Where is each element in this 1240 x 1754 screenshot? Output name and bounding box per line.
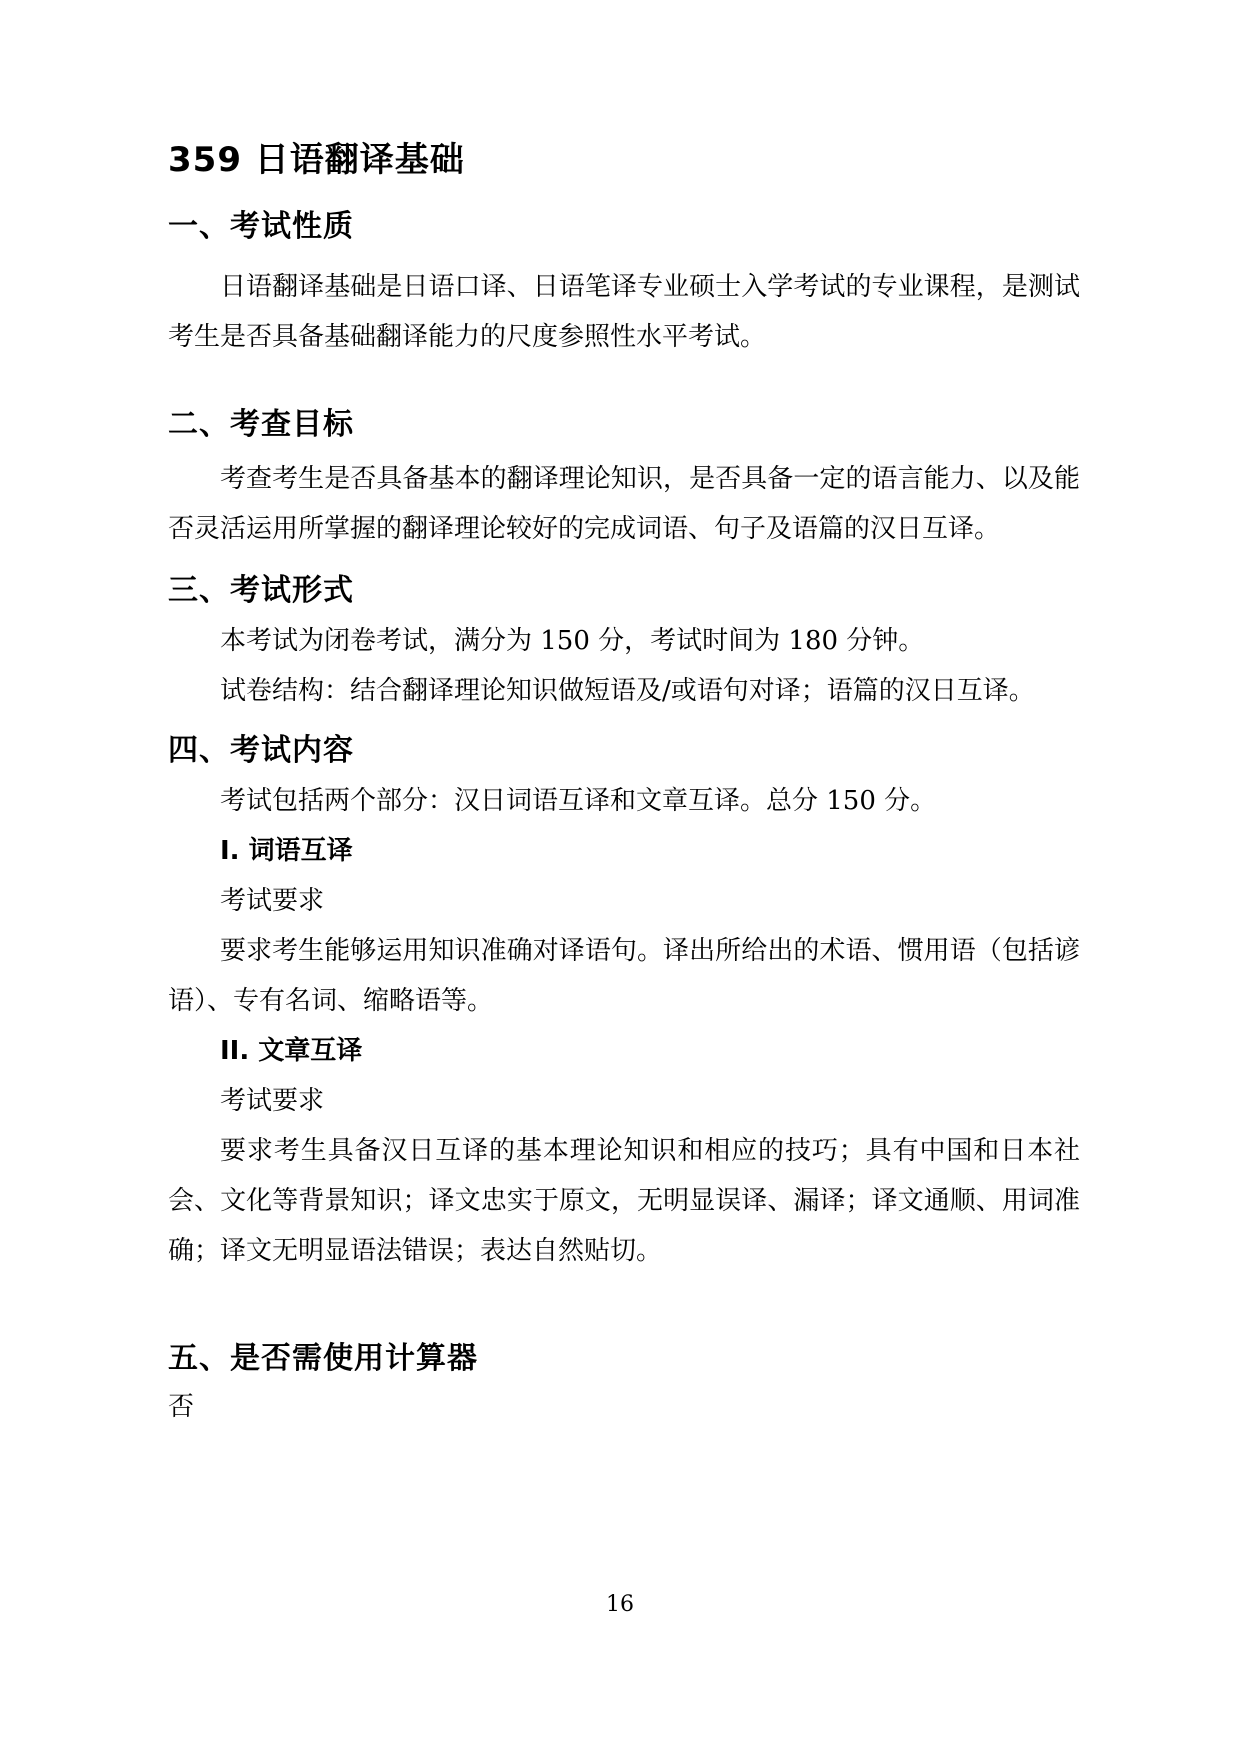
section-heading-assessment-goals: 二、考查目标 [168, 407, 354, 442]
section-heading-exam-format: 三、考试形式 [168, 573, 354, 608]
requirement-label-word-translation: 考试要求 [220, 886, 325, 916]
document-title: 359 日语翻译基础 [168, 140, 465, 180]
page-number: 16 [606, 1592, 634, 1617]
document-content [168, 0, 1080, 1432]
subsection-heading-word-translation: I. 词语互译 [220, 836, 353, 866]
subsection-heading-passage-translation: II. 文章互译 [220, 1036, 363, 1066]
section-heading-calculator: 五、是否需使用计算器 [168, 1341, 478, 1376]
paragraph-word-translation: 要求考生能够运用知识准确对译语句。译出所给出的术语、惯用语（包括谚语）、专有名词、缩略语等。 [168, 936, 1080, 1016]
paragraph-exam-format-line2: 试卷结构：结合翻译理论知识做短语及/或语句对译；语篇的汉日互译。 [220, 676, 1035, 706]
section-heading-exam-content: 四、考试内容 [168, 733, 354, 768]
section-heading-exam-nature: 一、考试性质 [168, 209, 354, 244]
paragraph-exam-nature: 日语翻译基础是日语口译、日语笔译专业硕士入学考试的专业课程，是测试考生是否具备基础翻译能力的尺度参照性水平考试。 [168, 272, 1080, 352]
requirement-label-passage-translation: 考试要求 [220, 1086, 325, 1116]
calculator-answer: 否 [168, 1392, 195, 1422]
paragraph-passage-translation: 要求考生具备汉日互译的基本理论知识和相应的技巧；具有中国和日本社会、文化等背景知识；译文忠实于原文，无明显误译、漏译；译文通顺、用词准确；译文无明显语法错误；表达自然贴切。 [168, 1136, 1080, 1266]
paragraph-exam-format-line1: 本考试为闭卷考试，满分为 150 分，考试时间为 180 分钟。 [220, 626, 925, 656]
paragraph-exam-content-intro: 考试包括两个部分：汉日词语互译和文章互译。总分 150 分。 [220, 786, 937, 816]
paragraph-assessment-goals: 考查考生是否具备基本的翻译理论知识，是否具备一定的语言能力、以及能否灵活运用所掌握的翻译理论较好的完成词语、句子及语篇的汉日互译。 [168, 464, 1080, 544]
